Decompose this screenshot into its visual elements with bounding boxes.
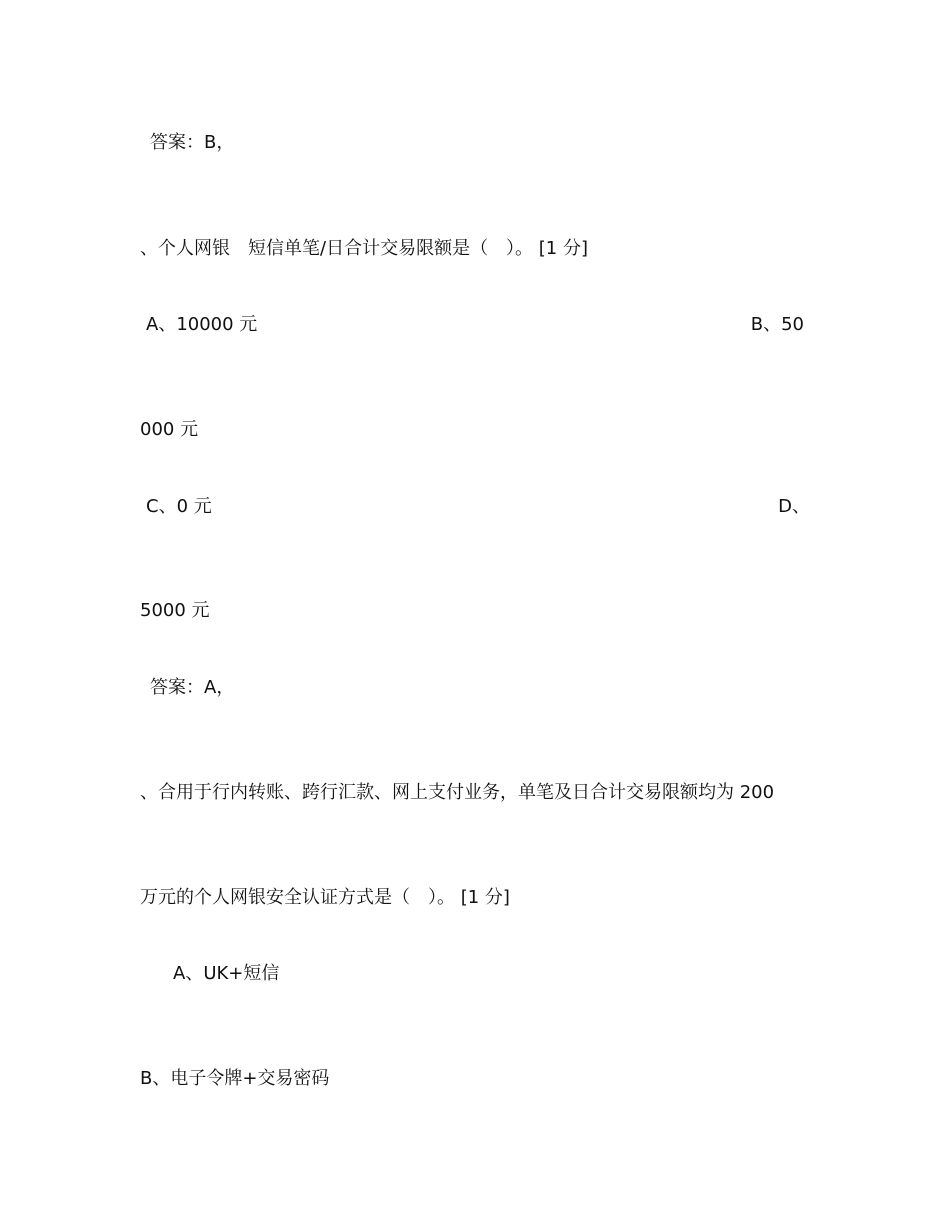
question-2-text-line-1: 、合用于行内转账、跨行汇款、网上支付业务，单笔及日合计交易限额均为 200	[140, 782, 775, 803]
question-1-option-b-continued: 000 元	[140, 419, 199, 440]
question-1-answer: 答案：A，	[150, 677, 235, 698]
question-1-option-b-start: B、50	[750, 314, 804, 335]
question-1-text: 、个人网银 短信单笔/日合计交易限额是（ ）。 [1 分]	[140, 238, 589, 259]
question-1-option-a: A、10000 元	[146, 314, 258, 335]
question-1-option-d-continued: 5000 元	[140, 600, 210, 621]
answer-prev-question: 答案：B，	[150, 132, 235, 153]
question-1-option-c: C、0 元	[146, 496, 212, 517]
question-2-text-line-2: 万元的个人网银安全认证方式是（ ）。 [1 分]	[140, 887, 510, 908]
question-2-option-a: A、UK+短信	[173, 963, 280, 984]
question-2-option-b: B、电子令牌+交易密码	[140, 1068, 330, 1089]
question-1-option-d-start: D、	[778, 496, 810, 517]
